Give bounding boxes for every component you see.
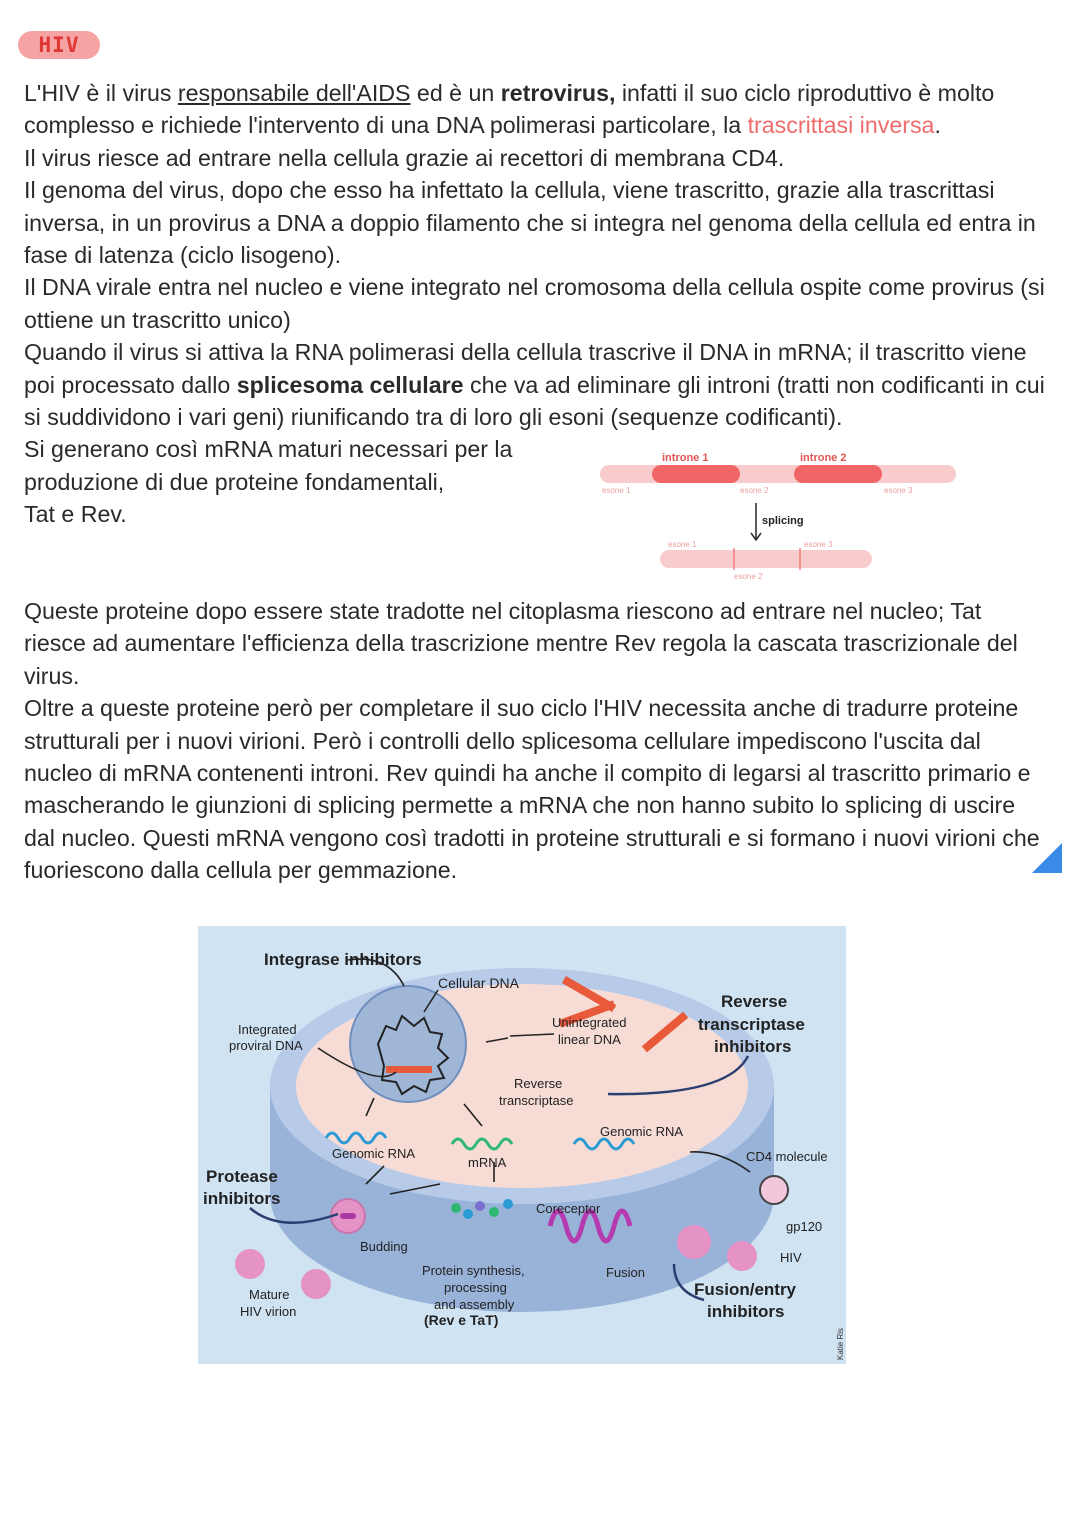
synthesis-label-3: and assembly [434, 1297, 515, 1312]
genomic-rna-right-label: Genomic RNA [600, 1124, 684, 1139]
nucleus [350, 986, 466, 1102]
structural-paragraph: Oltre a queste proteine però per completare il suo ciclo l'HIV necessita anche di tradurre proteine strutturali per i nuovi virioni. Però i controlli dello splicesoma cellulare impediscono l'uscita dal nucleo di mRNA contenenti introni. Rev quindi ha anche il compito di legarsi al trascritto primario e mascherando le giunzioni di splicing permette a mRNA che non hanno subito lo splicing di uscire dal nucleo. Questi mRNA vengono così tradotti in proteine strutturali e si formano i nuovi virioni che fuoriescono dalla cellula per gemmazione. [24, 695, 1040, 884]
cd4-line: Il virus riesce ad entrare nella cellula grazie ai recettori di membrana CD4. [24, 144, 785, 171]
bold-retrovirus: retrovirus, [500, 80, 616, 106]
rt-inhibitors-label-2: transcriptase [698, 1015, 805, 1034]
tat-rev-paragraph: Queste proteine dopo essere state tradotte nel citoplasma riescono ad entrare nel nucleo; Tat riesce ad aumentare l'efficienza della trascrizione mentre Rev regola la cascata trascrizionale del virus. [24, 598, 1018, 689]
cellular-dna-label: Cellular DNA [438, 975, 519, 991]
topic-tag: HIV [18, 31, 100, 59]
introne-2-block [794, 465, 882, 483]
rt-label-1: Reverse [514, 1076, 563, 1091]
bold-tat-rev: Tat e Rev. [24, 501, 127, 528]
mature-virion-label-2: HIV virion [240, 1304, 297, 1319]
genomic-rna-left-label: Genomic RNA [332, 1146, 416, 1161]
synthesis-label-1: Protein synthesis, [422, 1263, 525, 1278]
synthesis-label-4: (Rev e TaT) [424, 1312, 499, 1328]
splicing-label: splicing [762, 515, 804, 527]
esone-2-label-bottom: esone 2 [734, 572, 763, 581]
cd4-receptor [760, 1176, 788, 1204]
unintegrated-label-2: linear DNA [558, 1032, 621, 1047]
integrated-provirus [386, 1066, 432, 1073]
activation-paragraph: Quando il virus si attiva la RNA polimerasi della cellula trascrive il DNA in mRNA; il trascritto viene poi processato dallo splicesoma cellulare che va ad eliminare gli introni (tratti non codificanti in cui si suddividono i vari geni) riunificando tra di loro gli esoni (sequenze codificanti). [24, 339, 1045, 431]
protease-label-1: Protease [206, 1167, 278, 1186]
fusing-virion [677, 1225, 711, 1259]
rt-inhibitors-label-1: Reverse [721, 992, 788, 1011]
esone-3-label-top: esone 3 [884, 486, 913, 495]
integrated-label-1: Integrated [238, 1022, 297, 1037]
integrated-label-2: proviral DNA [229, 1038, 303, 1053]
fusion-inhibitors-label-2: inhibitors [707, 1302, 785, 1321]
mature-mrna-bar [660, 550, 872, 568]
figure-credit: Katie Ris [836, 1327, 845, 1360]
budding-label: Budding [360, 1239, 408, 1254]
esone-3-label-bottom: esone 3 [804, 540, 833, 549]
page-corner-marker [1032, 843, 1062, 873]
nucleus-paragraph: Il DNA virale entra nel nucleo e viene integrato nel cromosoma della cellula ospite come provirus (si ottiene un trascritto unico) [24, 274, 1045, 333]
hiv-label: HIV [780, 1250, 802, 1265]
introne-1-block [652, 465, 740, 483]
budding-virion-core [340, 1213, 356, 1219]
introne-1-label: introne 1 [662, 452, 709, 464]
bold-splicesoma: splicesoma cellulare [236, 371, 464, 398]
intro-paragraph: L'HIV è il virus responsabile dell'AIDS ed è un retrovirus, infatti il suo ciclo riproduttivo è molto complesso e richiede l'intervento di una DNA polimerasi particolare, la trascrittasi inversa. [24, 80, 995, 139]
mature-virion-1 [235, 1249, 265, 1279]
highlight-trascrittasi: trascrittasi inversa [747, 112, 935, 139]
genome-paragraph: Il genoma del virus, dopo che esso ha infettato la cellula, viene trascritto, grazie alla trascrittasi inversa, in un provirus a DNA a doppio filamento che si integra nel genoma della cellula ed entra in fase di latenza (ciclo lisogeno). [24, 177, 1036, 269]
mrna-label: mRNA [468, 1155, 507, 1170]
fusion-inhibitors-label-1: Fusion/entry [694, 1280, 797, 1299]
introne-2-label: introne 2 [800, 452, 847, 464]
second-text [24, 595, 1049, 887]
hiv-particle [727, 1241, 757, 1271]
mature-virion-label-1: Mature [249, 1287, 290, 1302]
rt-label-2: transcriptase [499, 1093, 574, 1108]
mature-virion-2 [301, 1269, 331, 1299]
integrase-label-1: Integrase inhibitors [264, 950, 422, 969]
esone-1-label-bottom: esone 1 [668, 540, 697, 549]
cd4-label: CD4 molecule [746, 1149, 828, 1164]
synthesis-label-2: processing [444, 1280, 507, 1295]
underlined-phrase: responsabile dell'AIDS [177, 80, 411, 106]
coreceptor-label: Coreceptor [536, 1201, 601, 1216]
mature-paragraph: Si generano così mRNA maturi necessari per la produzione di due proteine fondamentali, Tat e Rev. [24, 436, 513, 528]
protease-label-2: inhibitors [203, 1189, 281, 1208]
gp120-label: gp120 [786, 1219, 823, 1234]
fusion-label: Fusion [606, 1265, 646, 1280]
esone-2-label-top: esone 2 [740, 486, 769, 495]
splicing-diagram [596, 448, 960, 584]
hiv-lifecycle-figure [198, 926, 846, 1364]
rt-inhibitors-label-3: inhibitors [714, 1037, 792, 1056]
unintegrated-label-1: Unintegrated [552, 1015, 627, 1030]
esone-1-label-top: esone 1 [602, 486, 631, 495]
